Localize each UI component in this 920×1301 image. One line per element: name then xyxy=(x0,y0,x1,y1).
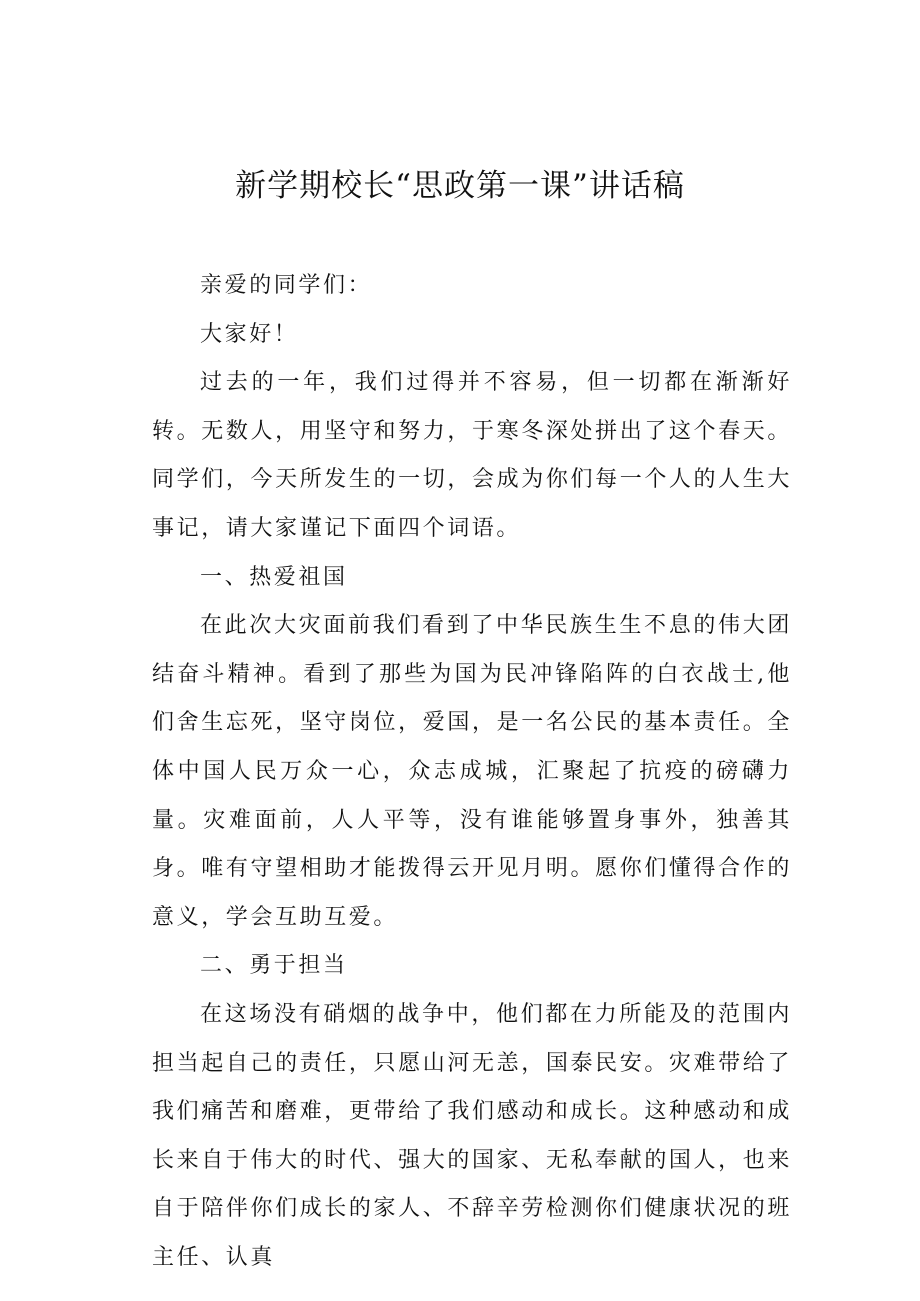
intro-paragraph: 过去的一年，我们过得并不容易，但一切都在渐渐好转。无数人，用坚守和努力，于寒冬深处拼出了这个春天。同学们，今天所发生的一切，会成为你们每一个人的人生大事记，请大家谨记下面四个词语。 xyxy=(152,370,792,541)
document-body xyxy=(152,262,792,1282)
greeting-paragraph: 亲爱的同学们： xyxy=(200,273,373,298)
section-1-paragraph: 在此次大灾面前我们看到了中华民族生生不息的伟大团结奋斗精神。看到了那些为国为民冲锋陷阵的白衣战士,他们舍生忘死，坚守岗位，爱国，是一名公民的基本责任。全体中国人民万众一心，众志成城，汇聚起了抗疫的磅礴力量。灾难面前，人人平等，没有谁能够置身事外，独善其身。唯有守望相助才能拨得云开见月明。愿你们懂得合作的意义，学会互助互爱。 xyxy=(152,613,792,930)
section-heading-2: 二、勇于担当 xyxy=(200,953,348,979)
section-heading-1: 一、热爱祖国 xyxy=(200,564,348,590)
salutation-paragraph: 大家好！ xyxy=(200,321,299,347)
section-2-paragraph: 在这场没有硝烟的战争中，他们都在力所能及的范围内担当起自己的责任，只愿山河无恙，国泰民安。灾难带给了我们痛苦和磨难，更带给了我们感动和成长。这种感动和成长来自于伟大的时代、强大的国家、无私奉献的国人，也来自于陪伴你们成长的家人、不辞辛劳检测你们健康状况的班主任、认真 xyxy=(152,1001,792,1270)
document-title: 新学期校长“思政第一课”讲话稿 xyxy=(235,168,685,204)
